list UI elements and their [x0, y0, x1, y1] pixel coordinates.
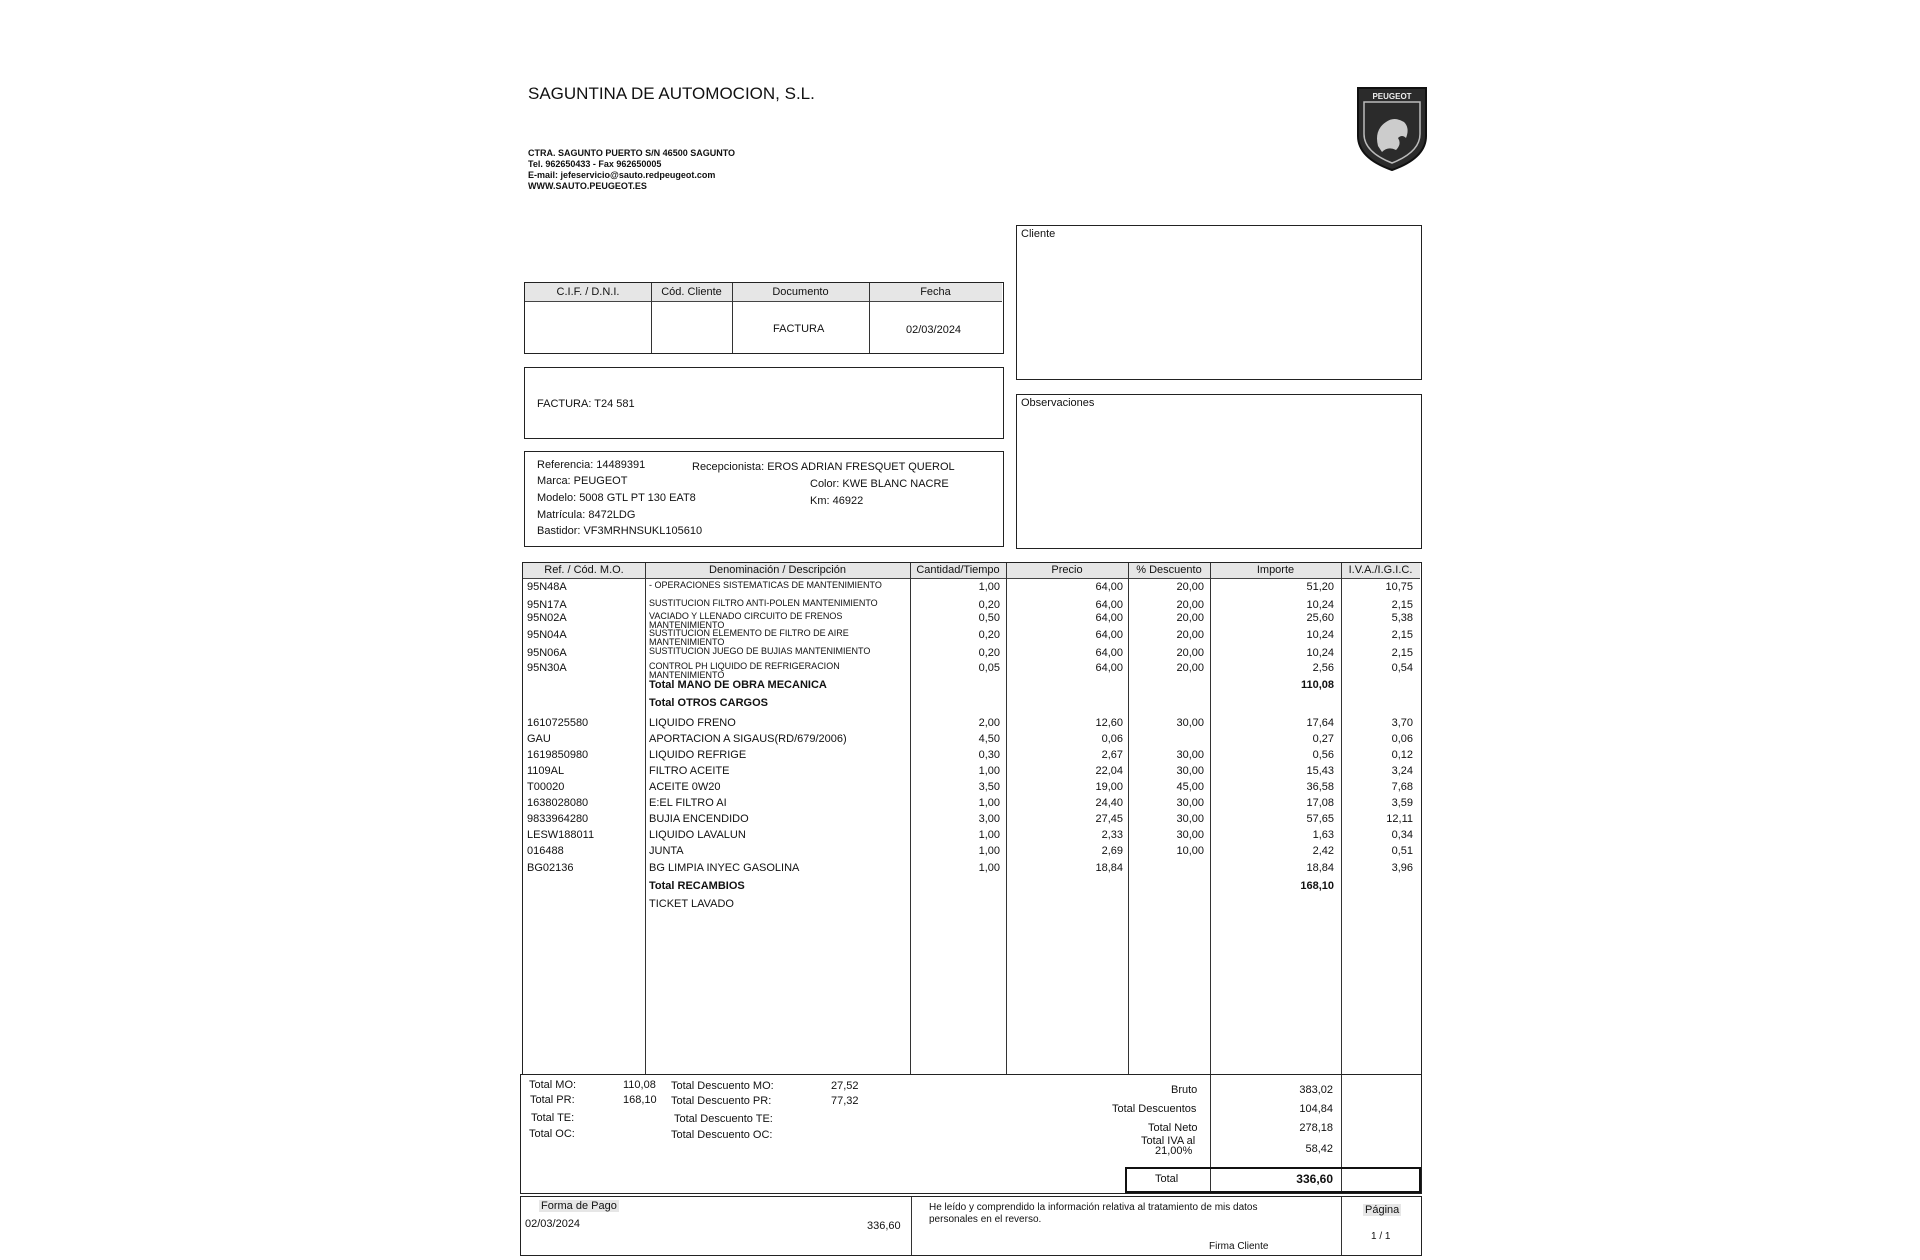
header-fecha: Fecha — [869, 283, 1002, 302]
line-qty: 1,00 — [978, 581, 1000, 593]
iva-value: 58,42 — [1305, 1143, 1333, 1155]
line-amount: 168,10 — [1300, 880, 1334, 892]
line-disc: 10,00 — [1176, 845, 1204, 857]
line-qty: 1,00 — [978, 829, 1000, 841]
line-ref: BG02136 — [527, 862, 574, 874]
fecha-value: 02/03/2024 — [906, 324, 962, 336]
line-qty: 1,00 — [978, 845, 1000, 857]
line-price: 64,00 — [1095, 662, 1123, 674]
line-qty: 0,30 — [978, 749, 1000, 761]
line-desc: LIQUIDO LAVALUN — [649, 829, 746, 841]
line-ref: 1638028080 — [527, 797, 589, 809]
line-desc: E:EL FILTRO AI — [649, 797, 727, 809]
iva-rate: 21,00% — [1155, 1145, 1193, 1157]
iva-label: Total IVA al — [1141, 1135, 1196, 1147]
line-desc: Total MANO DE OBRA MECANICA — [649, 679, 827, 691]
line-desc: ACEITE 0W20 — [649, 781, 721, 793]
line-qty: 0,20 — [978, 647, 1000, 659]
line-disc: 20,00 — [1176, 662, 1204, 674]
descuentos-value: 104,84 — [1299, 1103, 1333, 1115]
vehicle-matricula: Matrícula: 8472LDG — [537, 509, 636, 521]
line-ref: GAU — [527, 733, 551, 745]
documento-value: FACTURA — [773, 323, 825, 335]
line-ref: 1610725580 — [527, 717, 589, 729]
line-qty: 0,20 — [978, 599, 1000, 611]
line-qty: 0,20 — [978, 629, 1000, 641]
logo-text: PEUGEOT — [1372, 92, 1412, 101]
col-disc: % Descuento — [1128, 563, 1210, 579]
total-label: Total — [1155, 1173, 1179, 1185]
line-desc: APORTACION A SIGAUS(RD/679/2006) — [649, 733, 847, 745]
pago-label: Forma de Pago — [541, 1200, 617, 1212]
line-iva: 3,70 — [1391, 717, 1413, 729]
col-amount: Importe — [1210, 563, 1341, 579]
line-disc: 20,00 — [1176, 599, 1204, 611]
document-header-table — [524, 282, 1004, 354]
col-ref: Ref. / Cód. M.O. — [523, 563, 645, 579]
line-desc: CONTROL PH LIQUIDO DE REFRIGERACION MANTENIMIENTO — [649, 662, 840, 680]
total-mo-value: 110,08 — [623, 1079, 656, 1091]
vehicle-color: Color: KWE BLANC NACRE — [810, 478, 949, 490]
line-amount: 36,58 — [1306, 781, 1334, 793]
line-ref: 95N30A — [527, 662, 567, 674]
client-label: Cliente — [1021, 228, 1056, 240]
line-ref: 95N06A — [527, 647, 567, 659]
line-amount: 10,24 — [1306, 599, 1334, 611]
total-pr-label: Total PR: — [530, 1094, 575, 1106]
line-ref: 95N17A — [527, 599, 567, 611]
line-desc: - OPERACIONES SISTEMÁTICAS DE MANTENIMIENTO — [649, 581, 882, 590]
total-dmo-label: Total Descuento MO: — [671, 1080, 774, 1092]
line-amount: 15,43 — [1306, 765, 1334, 777]
total-mo-label: Total MO: — [529, 1079, 577, 1091]
line-desc: BUJIA ENCENDIDO — [649, 813, 749, 825]
line-price: 2,33 — [1101, 829, 1123, 841]
footer-box — [520, 1196, 1422, 1256]
bruto-label: Bruto — [1171, 1084, 1198, 1096]
col-qty: Cantidad/Tiempo — [910, 563, 1006, 579]
header-cif: C.I.F. / D.N.I. — [525, 283, 651, 302]
company-web: WWW.SAUTO.PEUGEOT.ES — [528, 181, 647, 191]
line-disc: 20,00 — [1176, 629, 1204, 641]
line-iva: 2,15 — [1391, 647, 1413, 659]
line-qty: 3,50 — [978, 781, 1000, 793]
line-qty: 0,50 — [978, 612, 1000, 624]
line-iva: 7,68 — [1391, 781, 1413, 793]
total-dpr-value: 77,32 — [831, 1095, 859, 1107]
line-amount: 10,24 — [1306, 629, 1334, 641]
line-desc: TICKET LAVADO — [649, 898, 734, 910]
company-address: CTRA. SAGUNTO PUERTO S/N 46500 SAGUNTO — [528, 148, 736, 158]
vehicle-modelo: Modelo: 5008 GTL PT 130 EAT8 — [537, 492, 696, 504]
line-price: 64,00 — [1095, 581, 1123, 593]
line-qty: 1,00 — [978, 797, 1000, 809]
line-amount: 0,27 — [1312, 733, 1334, 745]
line-price: 22,04 — [1095, 765, 1123, 777]
line-desc: JUNTA — [649, 845, 684, 857]
line-qty: 3,00 — [978, 813, 1000, 825]
line-price: 12,60 — [1095, 717, 1123, 729]
line-disc: 20,00 — [1176, 647, 1204, 659]
line-qty: 1,00 — [978, 862, 1000, 874]
line-qty: 2,00 — [978, 717, 1000, 729]
total-value: 336,60 — [1296, 1172, 1333, 1186]
line-iva: 3,24 — [1391, 765, 1413, 777]
pago-date: 02/03/2024 — [525, 1218, 581, 1230]
line-ref: T00020 — [527, 781, 565, 793]
neto-value: 278,18 — [1299, 1122, 1333, 1134]
totals-box — [520, 1074, 1422, 1194]
line-desc: Total OTROS CARGOS — [649, 697, 768, 709]
line-disc: 45,00 — [1176, 781, 1204, 793]
line-price: 0,06 — [1101, 733, 1123, 745]
line-amount: 17,08 — [1306, 797, 1334, 809]
line-price: 64,00 — [1095, 599, 1123, 611]
bruto-value: 383,02 — [1299, 1084, 1333, 1096]
observations-label: Observaciones — [1021, 397, 1095, 409]
pago-amount: 336,60 — [867, 1220, 901, 1232]
vehicle-bastidor: Bastidor: VF3MRHNSUKL105610 — [537, 525, 703, 537]
header-documento: Documento — [732, 283, 869, 302]
header-cod-cliente: Cód. Cliente — [651, 283, 732, 302]
line-price: 27,45 — [1095, 813, 1123, 825]
line-iva: 5,38 — [1391, 612, 1413, 624]
total-pr-value: 168,10 — [623, 1094, 657, 1106]
line-disc: 30,00 — [1176, 765, 1204, 777]
vehicle-marca: Marca: PEUGEOT — [537, 475, 628, 487]
total-te-label: Total TE: — [531, 1112, 575, 1124]
total-dmo-value: 27,52 — [831, 1080, 859, 1092]
line-amount: 0,56 — [1312, 749, 1334, 761]
invoice-box — [524, 367, 1004, 439]
total-dpr-label: Total Descuento PR: — [671, 1095, 772, 1107]
line-amount: 2,56 — [1312, 662, 1334, 674]
invoice-number: FACTURA: T24 581 — [537, 398, 635, 410]
line-iva: 0,51 — [1391, 845, 1413, 857]
privacy-line-1: He leído y comprendido la información relativa al tratamiento de mis datos — [929, 1202, 1258, 1213]
company-email: E-mail: jefeservicio@sauto.redpeugeot.com — [528, 170, 716, 180]
line-desc: SUSTITUCION ELEMENTO DE FILTRO DE AIRE MANTENIMIENTO — [649, 629, 849, 647]
line-price: 2,67 — [1101, 749, 1123, 761]
line-amount: 18,84 — [1306, 862, 1334, 874]
line-disc: 20,00 — [1176, 581, 1204, 593]
line-ref: 9833964280 — [527, 813, 589, 825]
line-disc: 30,00 — [1176, 829, 1204, 841]
company-name: SAGUNTINA DE AUTOMOCION, S.L. — [528, 84, 815, 103]
total-doc-label: Total Descuento OC: — [671, 1129, 773, 1141]
line-amount: 2,42 — [1312, 845, 1334, 857]
line-ref: 95N02A — [527, 612, 567, 624]
vehicle-km: Km: 46922 — [810, 495, 864, 507]
line-ref: 016488 — [527, 845, 564, 857]
line-iva: 0,34 — [1391, 829, 1413, 841]
line-amount: 51,20 — [1306, 581, 1334, 593]
line-amount: 57,65 — [1306, 813, 1334, 825]
descuentos-label: Total Descuentos — [1112, 1103, 1197, 1115]
vehicle-recepcionista: Recepcionista: EROS ADRIAN FRESQUET QUEROL — [692, 461, 955, 473]
line-desc: FILTRO ACEITE — [649, 765, 730, 777]
line-qty: 0,05 — [978, 662, 1000, 674]
peugeot-logo — [1352, 86, 1432, 172]
total-oc-label: Total OC: — [529, 1128, 575, 1140]
line-disc: 20,00 — [1176, 612, 1204, 624]
line-price: 64,00 — [1095, 629, 1123, 641]
line-iva: 0,06 — [1391, 733, 1413, 745]
line-iva: 0,54 — [1391, 662, 1413, 674]
col-iva: I.V.A./I.G.I.C. — [1341, 563, 1420, 579]
line-price: 2,69 — [1101, 845, 1123, 857]
line-desc: BG LIMPIA INYEC GASOLINA — [649, 862, 800, 874]
line-iva: 10,75 — [1385, 581, 1413, 593]
line-amount: 110,08 — [1300, 679, 1334, 691]
line-price: 24,40 — [1095, 797, 1123, 809]
line-amount: 17,64 — [1306, 717, 1334, 729]
company-phone: Tel. 962650433 - Fax 962650005 — [528, 159, 662, 169]
line-ref: LESW188011 — [527, 829, 595, 841]
pagina-label: Página — [1365, 1204, 1400, 1216]
line-price: 64,00 — [1095, 647, 1123, 659]
pagina-value: 1 / 1 — [1371, 1231, 1391, 1242]
line-ref: 95N04A — [527, 629, 567, 641]
line-desc: SUSTITUCION JUEGO DE BUJIAS MANTENIMIENTO — [649, 647, 871, 656]
line-price: 19,00 — [1095, 781, 1123, 793]
neto-label: Total Neto — [1148, 1122, 1198, 1134]
total-dte-label: Total Descuento TE: — [674, 1113, 773, 1125]
line-desc: LIQUIDO FRENO — [649, 717, 736, 729]
line-iva: 2,15 — [1391, 629, 1413, 641]
line-iva: 3,96 — [1391, 862, 1413, 874]
client-box — [1016, 225, 1422, 380]
line-desc: SUSTITUCION FILTRO ANTI-POLEN MANTENIMIENTO — [649, 599, 878, 608]
line-iva: 0,12 — [1391, 749, 1413, 761]
line-ref: 1109AL — [527, 765, 565, 777]
line-amount: 25,60 — [1306, 612, 1334, 624]
col-price: Precio — [1006, 563, 1128, 579]
line-ref: 95N48A — [527, 581, 567, 593]
line-price: 18,84 — [1095, 862, 1123, 874]
line-iva: 3,59 — [1391, 797, 1413, 809]
line-desc: Total RECAMBIOS — [649, 880, 745, 892]
firma-label: Firma Cliente — [1209, 1241, 1269, 1252]
lines-table — [522, 562, 1422, 1075]
line-price: 64,00 — [1095, 612, 1123, 624]
line-iva: 2,15 — [1391, 599, 1413, 611]
observations-box — [1016, 394, 1422, 549]
line-desc: VACIADO Y LLENADO CIRCUITO DE FRENOS MANTENIMIENTO — [649, 612, 843, 630]
line-disc: 30,00 — [1176, 813, 1204, 825]
line-amount: 10,24 — [1306, 647, 1334, 659]
line-disc: 30,00 — [1176, 797, 1204, 809]
privacy-line-2: personales en el reverso. — [929, 1214, 1042, 1225]
line-disc: 30,00 — [1176, 717, 1204, 729]
vehicle-referencia: Referencia: 14489391 — [537, 459, 646, 471]
line-ref: 1619850980 — [527, 749, 589, 761]
line-disc: 30,00 — [1176, 749, 1204, 761]
line-desc: LIQUIDO REFRIGE — [649, 749, 747, 761]
col-desc: Denominación / Descripción — [645, 563, 910, 579]
line-iva: 12,11 — [1386, 813, 1413, 825]
line-qty: 4,50 — [978, 733, 1000, 745]
vehicle-box — [524, 451, 1004, 547]
line-amount: 1,63 — [1312, 829, 1334, 841]
line-qty: 1,00 — [978, 765, 1000, 777]
